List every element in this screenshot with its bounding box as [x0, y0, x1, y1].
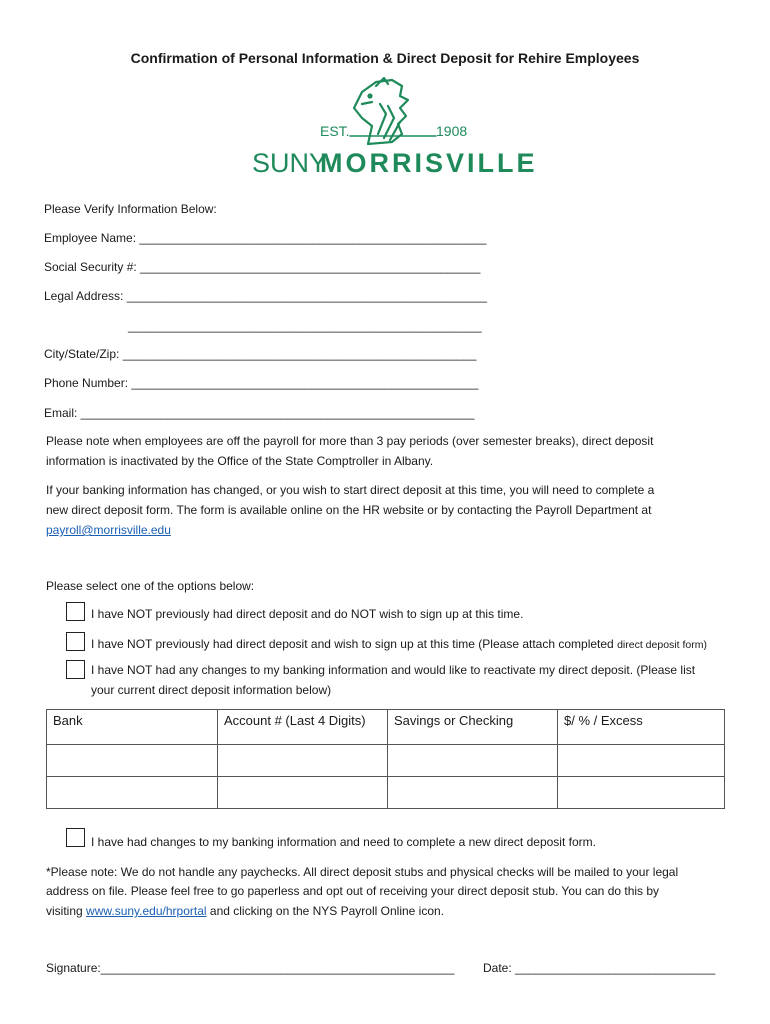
table-cell[interactable] [218, 745, 388, 777]
banking-info-line1: If your banking information has changed, or you wish to start direct deposit at this time, you will need to complete a [46, 483, 655, 497]
table-cell[interactable] [388, 745, 558, 777]
logo-suny: SUNY [252, 148, 328, 178]
table-row [47, 777, 725, 809]
inactive-note-line2: information is inactivated by the Office of the State Comptroller in Albany. [46, 454, 434, 468]
logo-est-right: 1908 [436, 123, 468, 139]
option1-label: I have NOT previously had direct deposit and do NOT wish to sign up at this time. [91, 607, 524, 621]
logo-morrisville: MORRISVILLE [320, 148, 538, 178]
hrportal-link[interactable]: www.suny.edu/hrportal [86, 904, 207, 918]
option2-label-main: I have NOT previously had direct deposit and wish to sign up at this time (Please attach completed [91, 637, 614, 651]
table-header-row [47, 710, 725, 745]
ssn-field[interactable]: Social Security #: ___________________________________________________ [44, 260, 481, 274]
table-row [47, 745, 725, 777]
table-cell[interactable] [47, 777, 218, 809]
legal-address-line2-field[interactable]: _____________________________________________________ [128, 319, 482, 333]
option3-label-line2: your current direct deposit information below) [91, 683, 332, 697]
employee-name-field[interactable]: Employee Name: ____________________________________________________ [44, 231, 487, 245]
table-cell[interactable] [47, 745, 218, 777]
table-cell[interactable] [388, 777, 558, 809]
footnote-line2: address on file. Please feel free to go paperless and opt out of receiving your direct deposit stub. You can do this by [46, 884, 660, 898]
options-heading: Please select one of the options below: [46, 579, 255, 593]
bank-info-table [46, 709, 725, 809]
payroll-email-link[interactable]: payroll@morrisville.edu [46, 523, 171, 537]
header-amount-type: $/ % / Excess [558, 710, 725, 745]
page-title: Confirmation of Personal Information & Direct Deposit for Rehire Employees [130, 50, 640, 66]
inactive-note-line1: Please note when employees are off the payroll for more than 3 pay periods (over semester breaks), direct deposit [46, 434, 654, 448]
option3-checkbox[interactable] [66, 660, 85, 679]
footnote-line3-post: and clicking on the NYS Payroll Online icon. [209, 904, 445, 918]
table-cell[interactable] [558, 777, 725, 809]
footnote-line3 [46, 901, 444, 921]
verify-heading: Please Verify Information Below: [44, 202, 217, 216]
horse-head-icon [250, 74, 545, 184]
city-state-zip-field[interactable]: City/State/Zip: _____________________________________________________ [44, 347, 477, 361]
banking-info-line2: new direct deposit form. The form is available online on the HR website or by contacting the Payroll Department at [46, 503, 652, 517]
option2-label-small: direct deposit form) [617, 639, 707, 651]
legal-address-field[interactable]: Legal Address: ______________________________________________________ [44, 289, 488, 303]
option1-checkbox[interactable] [66, 602, 85, 621]
header-account: Account # (Last 4 Digits) [218, 710, 388, 745]
signature-field[interactable]: Signature:_____________________________________________________ [46, 961, 455, 975]
option4-label: I have had changes to my banking information and need to complete a new direct deposit form. [91, 835, 596, 849]
header-bank: Bank [47, 710, 218, 745]
phone-number-field[interactable]: Phone Number: ____________________________________________________ [44, 376, 479, 390]
suny-morrisville-logo [250, 74, 545, 184]
table-cell[interactable] [218, 777, 388, 809]
option2-label [91, 634, 707, 655]
footnote-line1: *Please note: We do not handle any paychecks. All direct deposit stubs and physical checks will be mailed to your legal [46, 865, 679, 879]
table-cell[interactable] [558, 745, 725, 777]
footnote-line3-pre: visiting [46, 904, 83, 918]
logo-est-left: EST. [320, 123, 350, 139]
option2-checkbox[interactable] [66, 632, 85, 651]
date-field[interactable]: Date: ______________________________ [483, 961, 716, 975]
header-savings-checking: Savings or Checking [388, 710, 558, 745]
option4-checkbox[interactable] [66, 828, 85, 847]
email-field[interactable]: Email: ___________________________________________________________ [44, 406, 475, 420]
option3-label-line1: I have NOT had any changes to my banking information and would like to reactivate my direct deposit. (Please list [91, 663, 696, 677]
